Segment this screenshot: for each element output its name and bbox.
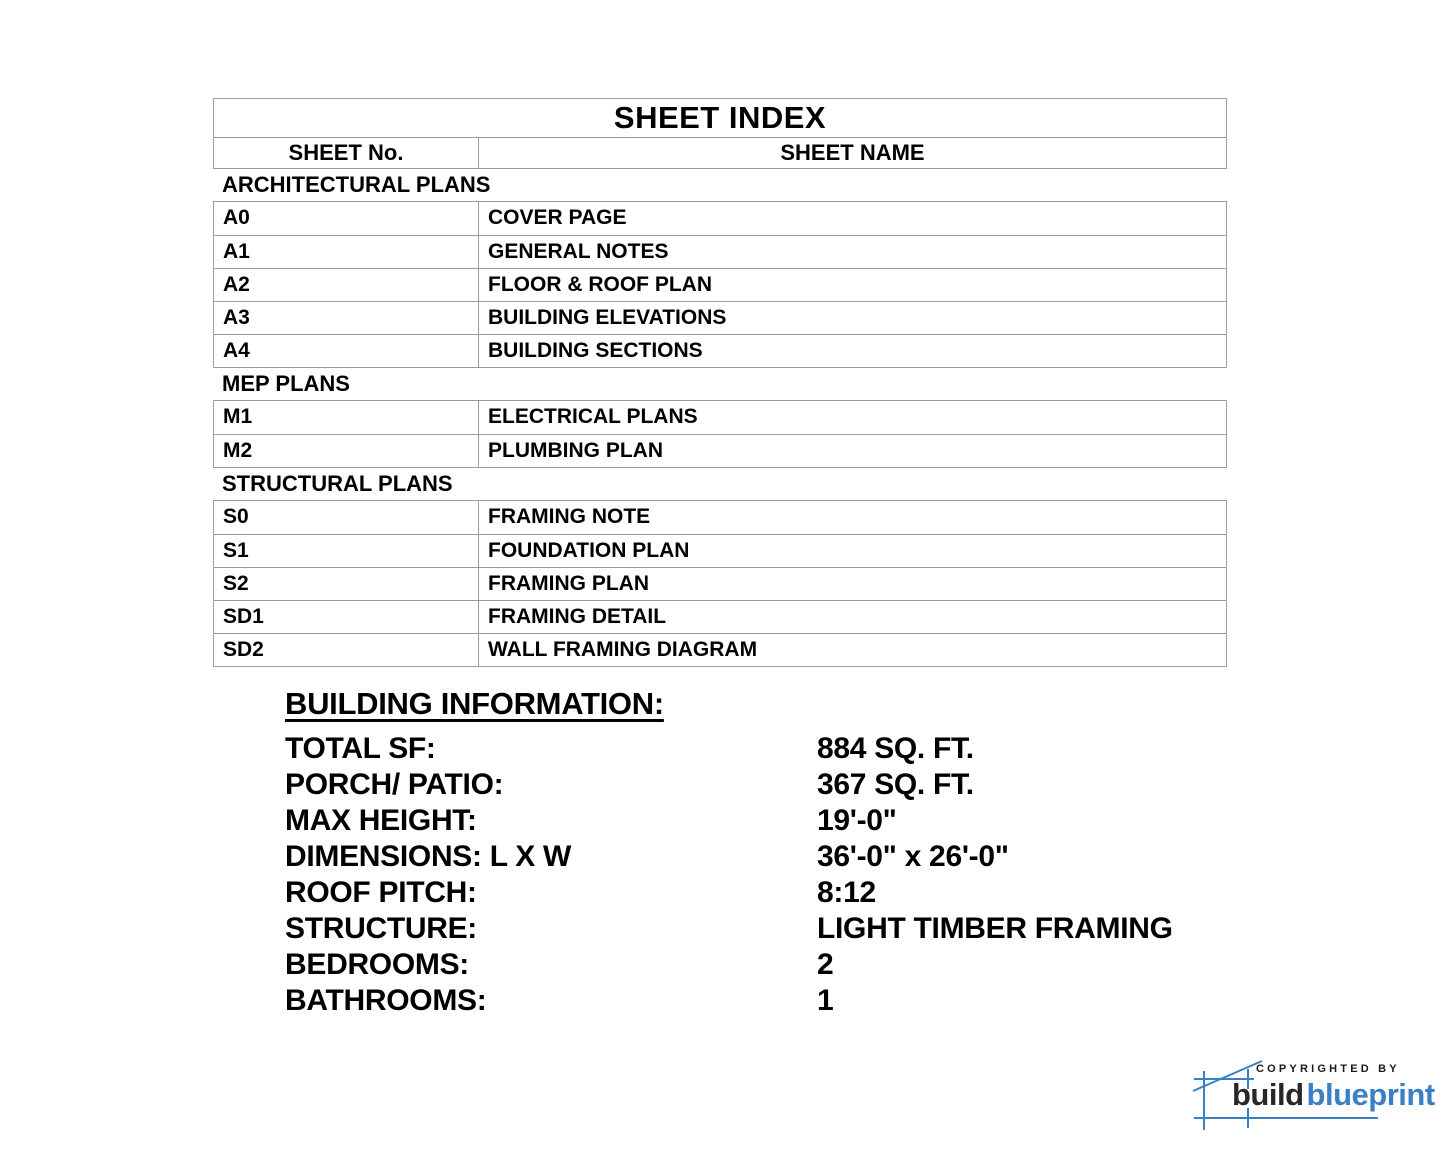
table-row (214, 567, 1226, 600)
sheet-no-cell: S0 (214, 501, 479, 534)
info-value: 1 (817, 984, 834, 1017)
info-value: 367 SQ. FT. (817, 768, 974, 801)
sheet-name-cell: COVER PAGE (488, 206, 627, 229)
table-row (214, 202, 1226, 235)
brand-blueprint-text: blueprint (1306, 1077, 1435, 1112)
info-label: PORCH/ PATIO: (285, 768, 504, 801)
list-item (285, 947, 1245, 983)
table-header-row (213, 137, 1227, 169)
table-row (214, 633, 1226, 666)
list-item (285, 803, 1245, 839)
table-row (214, 268, 1226, 301)
sheet-no-cell: A2 (214, 269, 479, 301)
table-row (214, 534, 1226, 567)
sheet-name-cell: FRAMING DETAIL (488, 604, 667, 628)
section-heading-architectural: ARCHITECTURAL PLANS (222, 171, 491, 197)
sheet-no-cell: A4 (214, 335, 479, 367)
build-blueprint-logo (1192, 1058, 1440, 1138)
sheet-name-cell: FRAMING NOTE (488, 505, 651, 528)
table-row (214, 434, 1226, 467)
column-header-sheet-name: SHEET NAME (780, 139, 925, 165)
list-item (285, 983, 1245, 1019)
list-item (285, 839, 1245, 875)
table-row (214, 600, 1226, 633)
list-item (285, 731, 1245, 767)
info-label: ROOF PITCH: (285, 876, 477, 909)
section-group-mep (213, 400, 1227, 468)
sheet-no-cell: S1 (214, 535, 479, 567)
sheet-no-cell: M2 (214, 435, 479, 467)
sheet-name-cell: BUILDING SECTIONS (488, 338, 703, 362)
table-row (214, 334, 1226, 367)
sheet-index-table (213, 98, 1227, 667)
info-label: DIMENSIONS: L X W (285, 840, 572, 873)
column-header-sheet-no: SHEET No. (214, 138, 479, 168)
info-label: TOTAL SF: (285, 732, 436, 765)
table-row (214, 401, 1226, 434)
sheet-no-cell: A0 (214, 202, 479, 235)
list-item (285, 911, 1245, 947)
sheet-no-cell: S2 (214, 568, 479, 600)
sheet-no-cell: M1 (214, 401, 479, 434)
sheet-no-cell: A1 (214, 236, 479, 268)
sheet-name-cell: BUILDING ELEVATIONS (488, 305, 727, 329)
sheet-name-cell: FLOOR & ROOF PLAN (488, 272, 712, 296)
info-label: MAX HEIGHT: (285, 804, 477, 837)
sheet-no-cell: SD2 (214, 634, 479, 666)
info-value: 2 (817, 948, 834, 981)
section-heading-structural: STRUCTURAL PLANS (222, 470, 453, 496)
info-value: 8:12 (817, 876, 876, 909)
building-information (285, 686, 1245, 1019)
table-row (214, 301, 1226, 334)
sheet-no-cell: A3 (214, 302, 479, 334)
info-label: STRUCTURE: (285, 912, 477, 945)
info-value: 19'-0" (817, 804, 897, 837)
copyright-label: COPYRIGHTED BY (1256, 1063, 1400, 1075)
sheet-name-cell: FOUNDATION PLAN (488, 538, 690, 562)
brand-build-text: build (1232, 1077, 1304, 1112)
sheet-name-cell: WALL FRAMING DIAGRAM (488, 637, 758, 661)
list-item (285, 875, 1245, 911)
info-value: 36'-0" x 26'-0" (817, 840, 1009, 873)
section-group-structural (213, 500, 1227, 667)
brand-wordmark (1232, 1077, 1435, 1113)
sheet-name-cell: GENERAL NOTES (488, 239, 669, 263)
table-row (214, 235, 1226, 268)
sheet-name-cell: ELECTRICAL PLANS (488, 405, 698, 428)
building-information-title: BUILDING INFORMATION: (285, 686, 664, 721)
info-value: LIGHT TIMBER FRAMING (817, 912, 1173, 945)
sheet-name-cell: FRAMING PLAN (488, 571, 649, 595)
info-label: BEDROOMS: (285, 948, 469, 981)
section-group-architectural (213, 201, 1227, 368)
list-item (285, 767, 1245, 803)
table-title: SHEET INDEX (613, 100, 827, 135)
info-value: 884 SQ. FT. (817, 732, 974, 765)
table-row (214, 501, 1226, 534)
info-label: BATHROOMS: (285, 984, 487, 1017)
sheet-no-cell: SD1 (214, 601, 479, 633)
sheet-name-cell: PLUMBING PLAN (488, 438, 663, 462)
section-heading-mep: MEP PLANS (222, 370, 350, 396)
table-title-row (213, 98, 1227, 138)
